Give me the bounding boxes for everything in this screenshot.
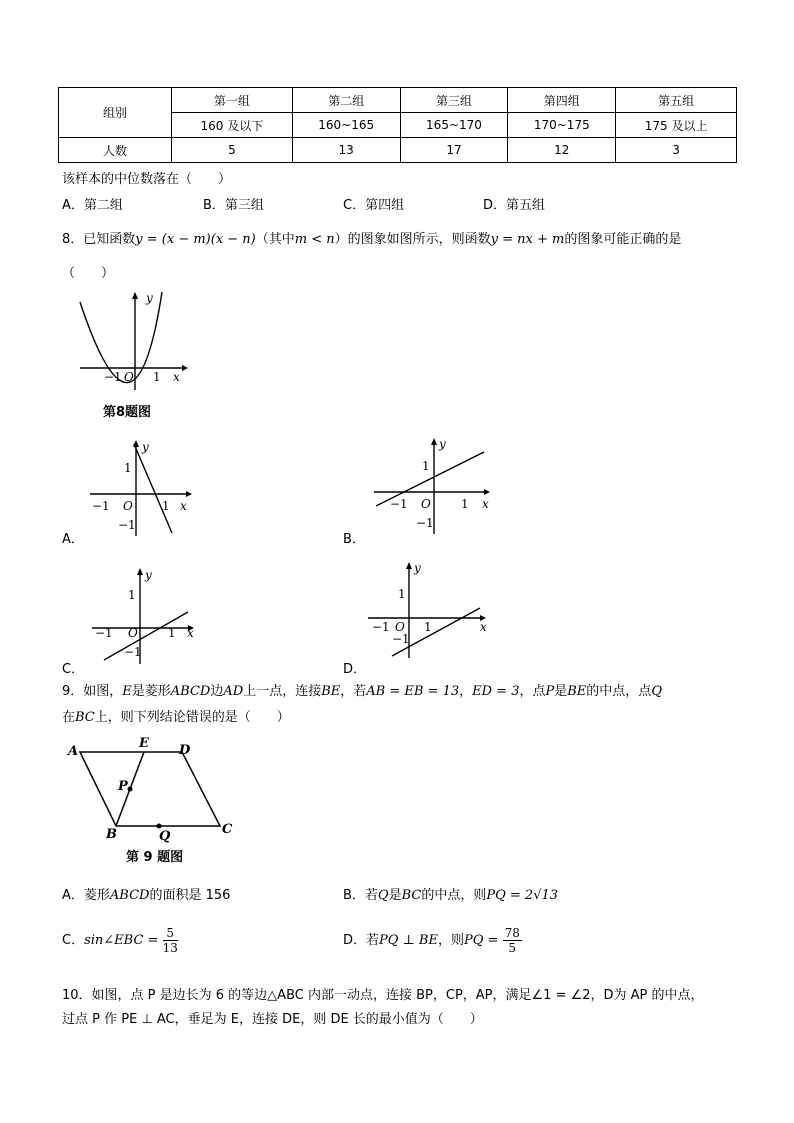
label-e: E [139, 736, 149, 751]
q9-text: 的面积是 156 [149, 888, 231, 903]
table-cell: 12 [508, 138, 616, 163]
table-cell: 13 [292, 138, 400, 163]
label-d: D [179, 743, 191, 758]
table-cell: 165~170 [400, 113, 508, 138]
x-axis-label: x [180, 499, 187, 513]
table-cell: 第五组 [616, 88, 737, 113]
q9-text: 在 [62, 710, 76, 725]
x-axis-label: x [482, 497, 489, 511]
q9-text: ， [459, 684, 473, 699]
q8-figure-caption: 第8题图 [103, 405, 152, 420]
tick-neg-one-x: −1 [95, 626, 113, 640]
x-axis-label: x [187, 626, 194, 640]
q8-option-d-graph [368, 560, 493, 660]
fraction-denominator: 5 [508, 941, 517, 955]
origin-label: O [128, 626, 138, 640]
x-axis-label: x [480, 620, 487, 634]
q9-text: 的中点，点 [586, 684, 652, 699]
table-cell: 第一组 [172, 88, 293, 113]
q8-option-b-label: B． [343, 532, 365, 547]
label-b: B [106, 827, 117, 842]
frequency-table [58, 87, 737, 163]
fraction-numerator: 78 [504, 926, 520, 940]
q9-text: D．若 [343, 933, 380, 948]
q9-text: 是 [388, 888, 402, 903]
q9-text: B．若 [343, 888, 378, 903]
q7-option-d: D．第五组 [483, 198, 546, 213]
q10-stem-line-1: 10．如图，点 P 是边长为 6 的等边△ABC 内部一动点，连接 BP，CP，AP，满足∠1 = ∠2，D为 AP 的中点， [62, 988, 704, 1003]
table-cell: 第三组 [400, 88, 508, 113]
q9-var-bc: BC [75, 710, 95, 725]
q8-stem [62, 228, 681, 247]
q9-var-ad: AD [223, 684, 244, 699]
table-count-label: 人数 [59, 138, 172, 163]
table-cell: 175 及以上 [616, 113, 737, 138]
q8-option-b-graph [372, 436, 497, 536]
q9-text: 的中点，则 [421, 888, 487, 903]
y-axis-label: y [146, 291, 153, 305]
q9-var-bc: BC [401, 888, 422, 903]
q9-equation-2: ED = 3 [472, 684, 520, 699]
y-axis-label: y [142, 440, 149, 454]
q9-text: C． [62, 933, 85, 948]
table-cell: 160~165 [292, 113, 400, 138]
q9-var-p: P [545, 684, 555, 699]
y-axis-arrow [132, 292, 138, 299]
tick-neg-one-y: −1 [118, 518, 136, 532]
tick-neg-one-y: −1 [124, 645, 142, 659]
q9-text: ，点 [519, 684, 546, 699]
q9-text: 边 [210, 684, 224, 699]
tick-one-y: 1 [128, 588, 136, 602]
q9-text: A．菱形 [62, 888, 110, 903]
fraction [163, 926, 178, 955]
tick-one-x: 1 [162, 499, 170, 513]
q8-parabola-figure [70, 288, 190, 396]
q9-text: 是菱形 [131, 684, 171, 699]
fraction-numerator: 5 [163, 926, 178, 941]
x-axis-arrow [186, 491, 192, 497]
table-cell: 第二组 [292, 88, 400, 113]
tick-one-y: 1 [124, 461, 132, 475]
q9-text: 是 [554, 684, 568, 699]
q9-var-be: BE [567, 684, 587, 699]
q9-rhombus-figure [62, 734, 242, 846]
y-axis-arrow [137, 568, 143, 575]
q7-option-b: B．第三组 [203, 198, 264, 213]
q7-stem: 该样本的中位数落在（ ） [62, 172, 232, 187]
q9-text: 9．如图， [62, 684, 123, 699]
tick-neg-one-x: −1 [372, 620, 390, 634]
q9-option-b [343, 884, 558, 903]
q9-equation-1: AB = EB = 13 [366, 684, 460, 699]
tick-one: 1 [153, 370, 161, 384]
y-axis-arrow [431, 438, 437, 445]
q9-option-d-condition: PQ ⊥ BE [379, 933, 438, 948]
label-q: Q [159, 829, 171, 844]
q9-var-e: E [122, 684, 132, 699]
q8-option-c-graph [90, 566, 205, 666]
table-row [59, 138, 737, 163]
q8-stem-mid: （其中 [255, 232, 295, 247]
line-graph [134, 444, 172, 533]
q9-option-c [62, 926, 178, 955]
q9-stem-line-2 [62, 706, 290, 725]
q8-option-c-label: C． [62, 662, 85, 677]
rhombus-abcd [80, 752, 220, 826]
fraction [503, 926, 522, 955]
parabola-curve [80, 292, 162, 383]
q9-var-q: Q [377, 888, 389, 903]
y-axis-arrow [406, 562, 412, 569]
table-cell: 160 及以下 [172, 113, 293, 138]
q9-option-c-lhs: sin∠EBC = [84, 933, 159, 948]
q8-condition: m < n [294, 232, 335, 247]
q9-text: ，则 [437, 933, 464, 948]
tick-one-y: 1 [422, 459, 430, 473]
q9-text: 上一点，连接 [243, 684, 322, 699]
q9-text: ，若 [340, 684, 367, 699]
q9-option-a [62, 884, 230, 903]
table-cell: 3 [616, 138, 737, 163]
table-row [59, 88, 737, 113]
q9-stem-line-1 [62, 680, 662, 699]
q9-figure-caption: 第 9 题图 [126, 850, 184, 865]
x-axis-arrow [182, 365, 188, 371]
q9-option-d [343, 926, 522, 955]
q7-option-a: A．第二组 [62, 198, 123, 213]
x-axis-arrow [484, 489, 490, 495]
q9-var-abcd: ABCD [170, 684, 211, 699]
x-axis-label: x [173, 370, 180, 384]
point-p [128, 787, 133, 792]
y-axis-arrow [133, 440, 139, 447]
origin-label: O [421, 497, 431, 511]
q9-var-be: BE [321, 684, 341, 699]
table-cell: 5 [172, 138, 293, 163]
tick-one-x: 1 [461, 497, 469, 511]
q9-var-q: Q [651, 684, 662, 699]
q8-option-a-label: A． [62, 532, 84, 547]
q8-stem-prefix: 8．已知函数 [62, 232, 136, 247]
table-cell: 170~175 [508, 113, 616, 138]
q8-paren: （ ） [62, 266, 115, 281]
q8-option-d-label: D． [343, 662, 367, 677]
tick-neg-one-y: −1 [416, 516, 434, 530]
fraction-denominator: 13 [162, 941, 178, 955]
point-q [157, 824, 162, 829]
origin-label: O [395, 620, 405, 634]
q9-text: 上，则下列结论错误的是（ ） [94, 710, 290, 725]
table-cell: 第四组 [508, 88, 616, 113]
q8-stem-mid2: ）的图象如图所示，则函数 [334, 232, 491, 247]
q7-option-c: C．第四组 [343, 198, 405, 213]
label-p: P [118, 779, 128, 794]
table-header-label: 组别 [59, 88, 172, 138]
y-axis-label: y [439, 437, 446, 451]
y-axis-label: y [414, 561, 421, 575]
tick-neg-one-x: −1 [92, 499, 110, 513]
q10-stem-line-2: 过点 P 作 PE ⊥ AC，垂足为 E，连接 DE，则 DE 长的最小值为（ ） [62, 1012, 483, 1027]
tick-neg-one-y: −1 [392, 632, 410, 646]
q8-stem-end: 的图象可能正确的是 [564, 232, 682, 247]
tick-neg-one-x: −1 [390, 497, 408, 511]
label-c: C [222, 822, 233, 837]
origin-label: O [123, 499, 133, 513]
q9-var-abcd: ABCD [109, 888, 150, 903]
label-a: A [68, 744, 79, 759]
q8-option-a-graph [86, 438, 201, 538]
y-axis-label: y [145, 568, 152, 582]
q9-option-b-equation: PQ = 2√13 [486, 888, 559, 903]
tick-one-x: 1 [168, 626, 176, 640]
q8-formula-2: y = nx + m [490, 232, 565, 247]
table-cell: 17 [400, 138, 508, 163]
tick-one-y: 1 [398, 587, 406, 601]
tick-neg-one: −1 [104, 370, 122, 384]
origin-label: O [124, 370, 134, 384]
q8-formula-1: y = (x − m)(x − n) [135, 232, 256, 247]
tick-one-x: 1 [424, 620, 432, 634]
q9-option-d-lhs: PQ = [463, 933, 499, 948]
